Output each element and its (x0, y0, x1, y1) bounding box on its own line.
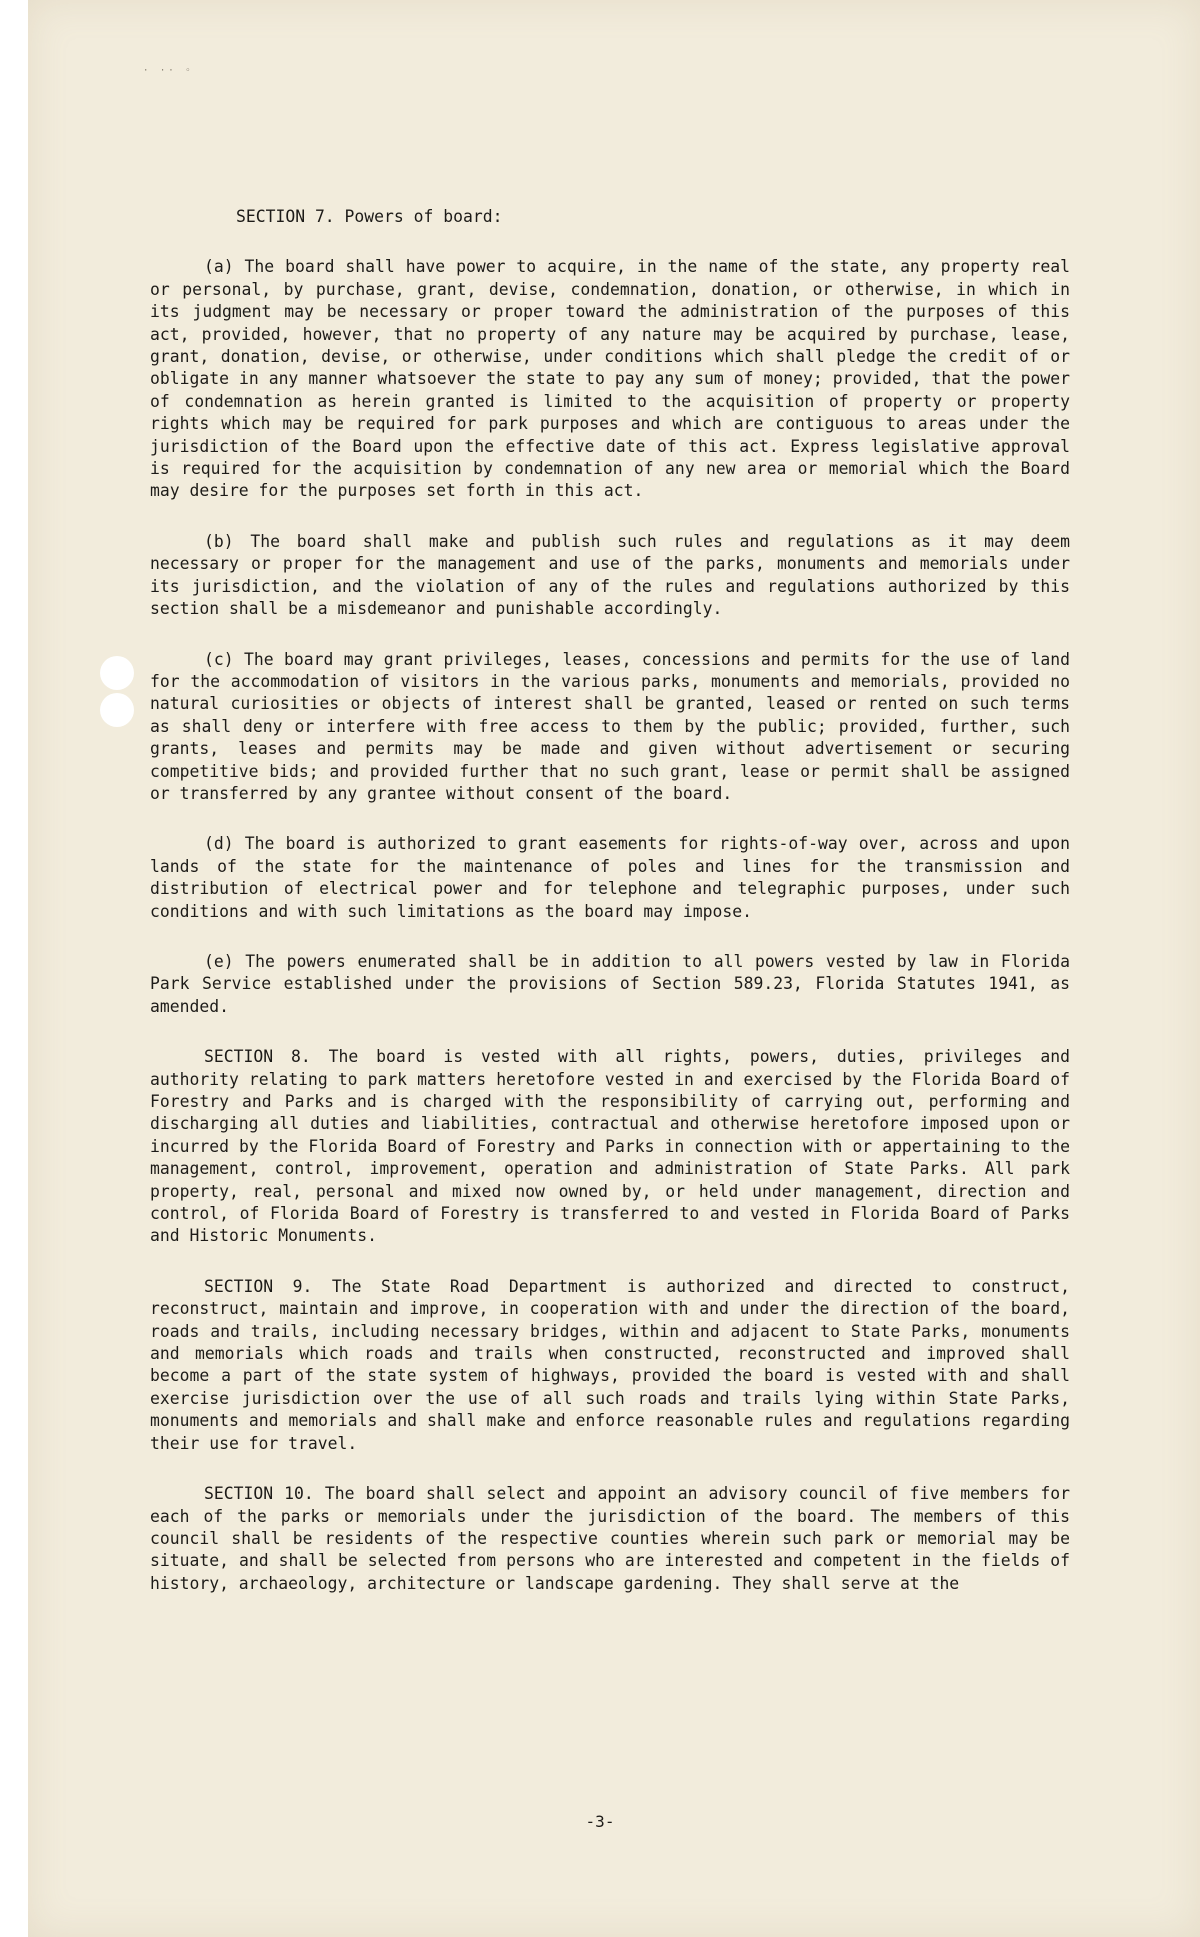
punch-hole (100, 656, 134, 690)
page-number: -3- (585, 1812, 615, 1831)
section-heading: SECTION 7. Powers of board: (236, 207, 503, 226)
document-body (150, 206, 1070, 1623)
subsection-b: (b) The board shall make and publish such rules and regulations as it may deem necessary or proper for the management and use of the parks, monuments and memorials under its jurisdiction, and the violation of any of the rules and regulations authorized by this section shall be a misdemeanor and punishable accordingly. (150, 531, 1070, 619)
section-8: SECTION 8. The board is vested with all rights, powers, duties, privileges and authority relating to park matters heretofore vested in and exercised by the Florida Board of Forestry and Parks and is charged with the responsibility of carrying out, performing and discharging all duties and liabilities, contractual and otherwise heretofore imposed upon or incurred by the Florida Board of Forestry and Parks in connection with or appertaining to the management, control, improvement, operation and administration of State Parks. All park property, real, personal and mixed now owned by, or held under management, direction and control, of Florida Board of Forestry is transferred to and vested in Florida Board of Parks and Historic Monuments. (150, 1047, 1070, 1246)
subsection-a: (a) The board shall have power to acquire, in the name of the state, any property real or personal, by purchase, grant, devise, condemnation, donation, or otherwise, in which in its judgment may be necessary or proper toward the administration of the purposes of this act, provided, however, that no property of any nature may be acquired by purchase, lease, grant, donation, devise, or otherwise, under conditions which shall pledge the credit of or obligate in any manner whatsoever the state to pay any sum of money; provided, that the power of condemnation as herein granted is limited to the acquisition of property or property rights which may be required for park purposes and which are contiguous to areas under the jurisdiction of the Board upon the effective date of this act. Express legislative approval is required for the acquisition by condemnation of any new area or memorial which the Board may desire for the purposes set forth in this act. (150, 257, 1070, 501)
subsection-e: (e) The powers enumerated shall be in addition to all powers vested by law in Florida Park Service established under the provisions of Section 589.23, Florida Statutes 1941, as amended. (150, 951, 1070, 1016)
stray-mark: · ·· ◦ (143, 66, 194, 76)
subsection-d: (d) The board is authorized to grant easements for rights-of-way over, across and upon lands of the state for the maintenance of poles and lines for the transmission and distribution of electrical power and for telephone and telegraphic purposes, under such conditions and with such limitations as the board may impose. (150, 834, 1070, 921)
subsection-c: (c) The board may grant privileges, leases, concessions and permits for the use of land for the accommodation of visitors in the various parks, monuments and memorials, provided no natural curiosities or objects of interest shall be granted, leased or rented on such terms as shall deny or interfere with free access to them by the public; provided, further, such grants, leases and permits may be made and given without advertisement or securing competitive bids; and provided further that no such grant, lease or permit shall be assigned or transferred by any grantee without consent of the board. (150, 649, 1070, 803)
section-9: SECTION 9. The State Road Department is authorized and directed to construct, reconstruct, maintain and improve, in cooperation with and under the direction of the board, roads and trails, including necessary bridges, within and adjacent to State Parks, monuments and memorials which roads and trails when constructed, reconstructed and improved shall become a part of the state system of highways, provided the board is vested with and shall exercise jurisdiction over the use of all such roads and trails lying within State Parks, monuments and memorials and shall make and enforce reasonable rules and regulations regarding their use for travel. (150, 1276, 1070, 1453)
punch-hole (100, 693, 134, 727)
section-10: SECTION 10. The board shall select and appoint an advisory council of five members for each of the parks or memorials under the jurisdiction of the board. The members of this council shall be residents of the respective counties wherein such park or memorial may be situate, and shall be selected from persons who are interested and competent in the fields of history, archaeology, architecture or landscape gardening. They shall serve at the (150, 1484, 1070, 1593)
